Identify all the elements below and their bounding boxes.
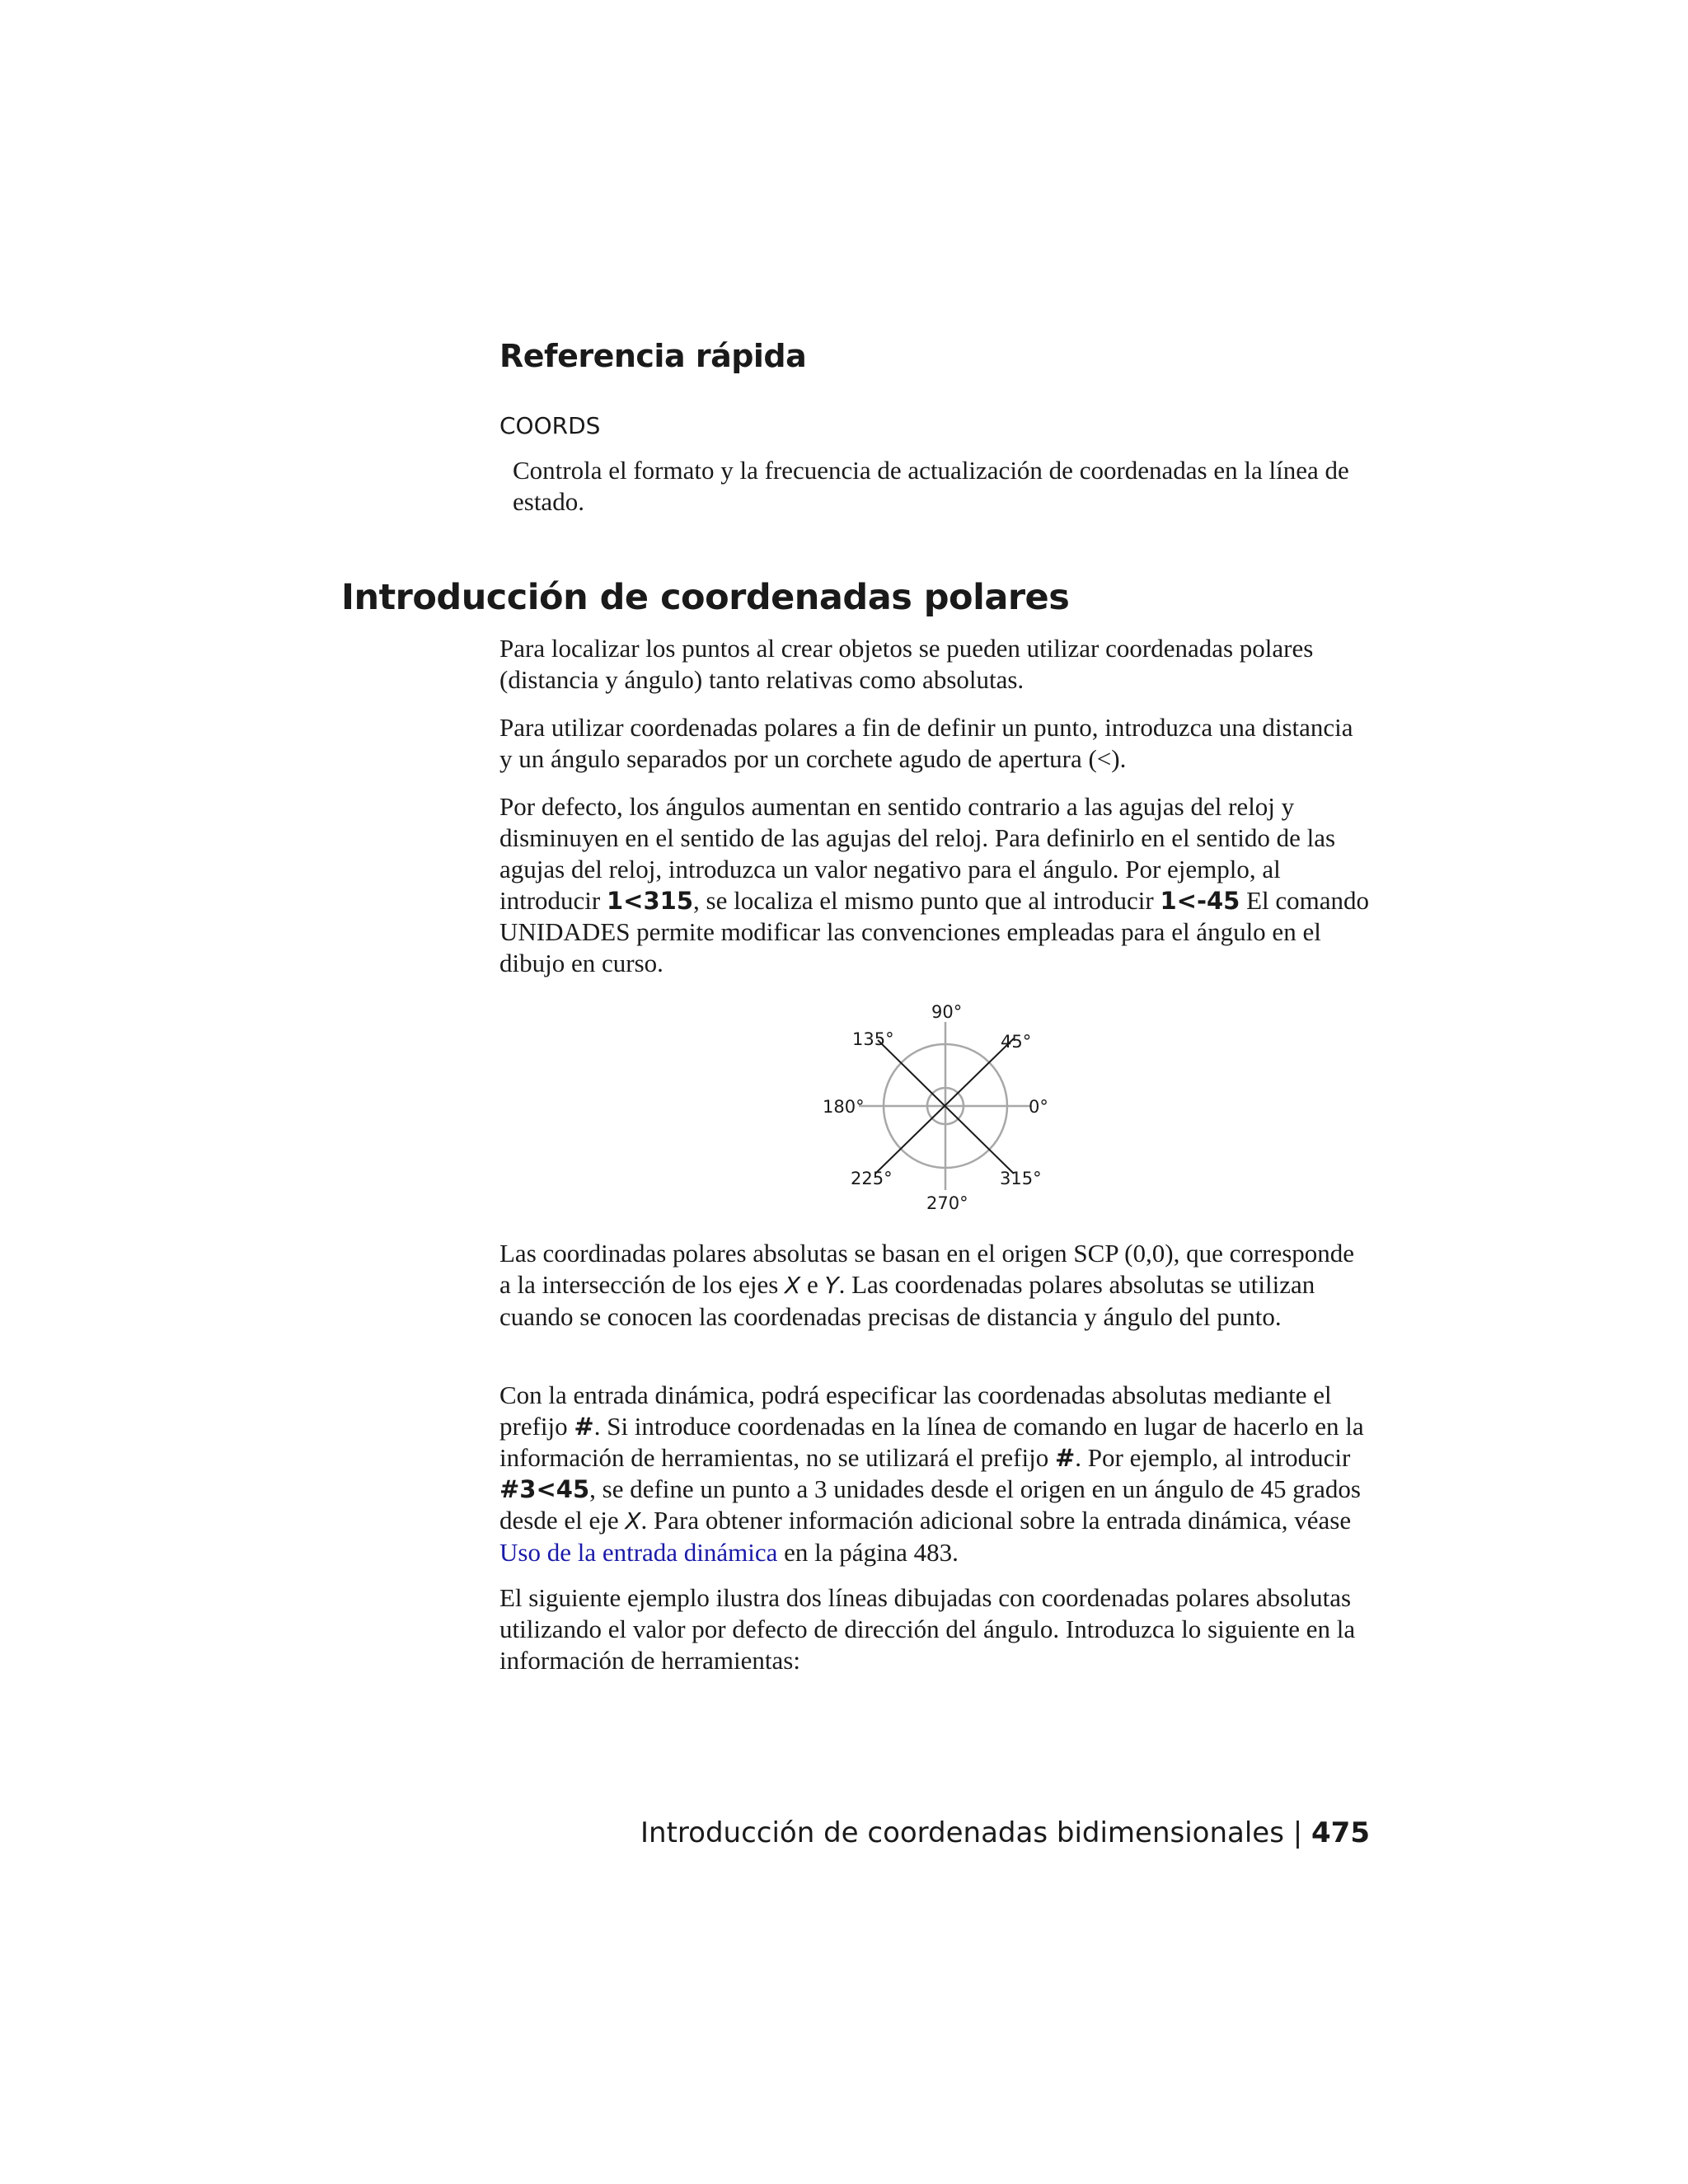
text-run: . Para obtener información adicional sobre la entrada dinámica, véase [640, 1506, 1352, 1535]
text-run: Por defecto, los ángulos aumentan en sentido contrario a las agujas del reloj y disminuyen en el sentido de las agujas del reloj. Para definirlo en el sentido de las agujas del reloj, introduzca un valor negativo para el ángulo. Por ejemplo, al introducir [499, 792, 1336, 915]
axis-name: X [785, 1272, 801, 1299]
text-run: , se define un punto a 3 unidades desde el origen en un ángulo de 45 grados desde el eje [499, 1474, 1361, 1535]
text-run: El comando UNIDADES permite modificar las convenciones empleadas para el ángulo en el dibujo en curso. [499, 886, 1370, 977]
code-example: #3<45 [499, 1475, 590, 1503]
paragraph-absolute-polar [499, 1238, 1372, 1333]
quick-reference-title: Referencia rápida [499, 338, 807, 374]
page-footer [640, 1816, 1370, 1849]
text-run: . Por ejemplo, al introducir [1075, 1443, 1351, 1472]
page-number: 475 [1311, 1816, 1370, 1849]
text-run: Las coordinadas polares absolutas se basan en el origen SCP (0,0), que corresponde a la intersección de los ejes [499, 1239, 1355, 1299]
quick-reference-description: Controla el formato y la frecuencia de actualización de coordenadas en la línea de estado. [513, 456, 1349, 516]
paragraph-intro: Para localizar los puntos al crear objetos se pueden utilizar coordenadas polares (distancia y ángulo) tanto relativas como absolutas. [499, 634, 1314, 694]
label-180: 180° [823, 1097, 865, 1117]
polar-angle-diagram [816, 999, 1096, 1221]
axis-name: X [625, 1507, 641, 1535]
paragraph-example-intro: El siguiente ejemplo ilustra dos líneas dibujadas con coordenadas polares absolutas utilizando el valor por defecto de dirección del ángulo. Introduzca lo siguiente en la información de herramientas: [499, 1583, 1356, 1675]
label-315: 315° [1000, 1169, 1042, 1188]
label-0: 0° [1029, 1097, 1048, 1117]
paragraph-usage: Para utilizar coordenadas polares a fin de definir un punto, introduzca una distancia y un ángulo separados por un corchete agudo de apertura (<). [499, 713, 1353, 773]
label-270: 270° [926, 1193, 968, 1213]
prefix-symbol: # [574, 1413, 594, 1441]
section-title: Introducción de coordenadas polares [341, 577, 1070, 618]
quick-reference-command: COORDS [499, 412, 601, 439]
label-225: 225° [851, 1169, 893, 1188]
dynamic-input-link[interactable]: Uso de la entrada dinámica [499, 1538, 778, 1567]
label-90: 90° [931, 1002, 963, 1022]
footer-chapter-title: Introducción de coordenadas bidimensionales [640, 1816, 1284, 1849]
paragraph-dynamic-input [499, 1380, 1372, 1568]
footer-separator: | [1283, 1816, 1312, 1849]
axis-name: Y [824, 1272, 839, 1299]
code-example: 1<-45 [1160, 887, 1240, 915]
paragraph-angle-direction [499, 791, 1372, 979]
code-example: 1<315 [607, 887, 694, 915]
text-run: , se localiza el mismo punto que al introducir [693, 886, 1160, 915]
prefix-symbol: # [1054, 1444, 1076, 1472]
text-run: e [800, 1270, 825, 1299]
text-run: . Si introduce coordenadas en la línea de comando en lugar de hacerlo en la información de herramientas, no se utilizará el prefijo [499, 1412, 1364, 1472]
label-45: 45° [1001, 1032, 1032, 1052]
text-run: en la página 483. [777, 1538, 959, 1567]
text-run: Con la entrada dinámica, podrá especificar las coordenadas absolutas mediante el prefijo [499, 1380, 1332, 1441]
label-135: 135° [852, 1029, 894, 1049]
text-run: . Las coordenadas polares absolutas se utilizan cuando se conocen las coordenadas precisas de distancia y ángulo del punto. [499, 1270, 1315, 1331]
